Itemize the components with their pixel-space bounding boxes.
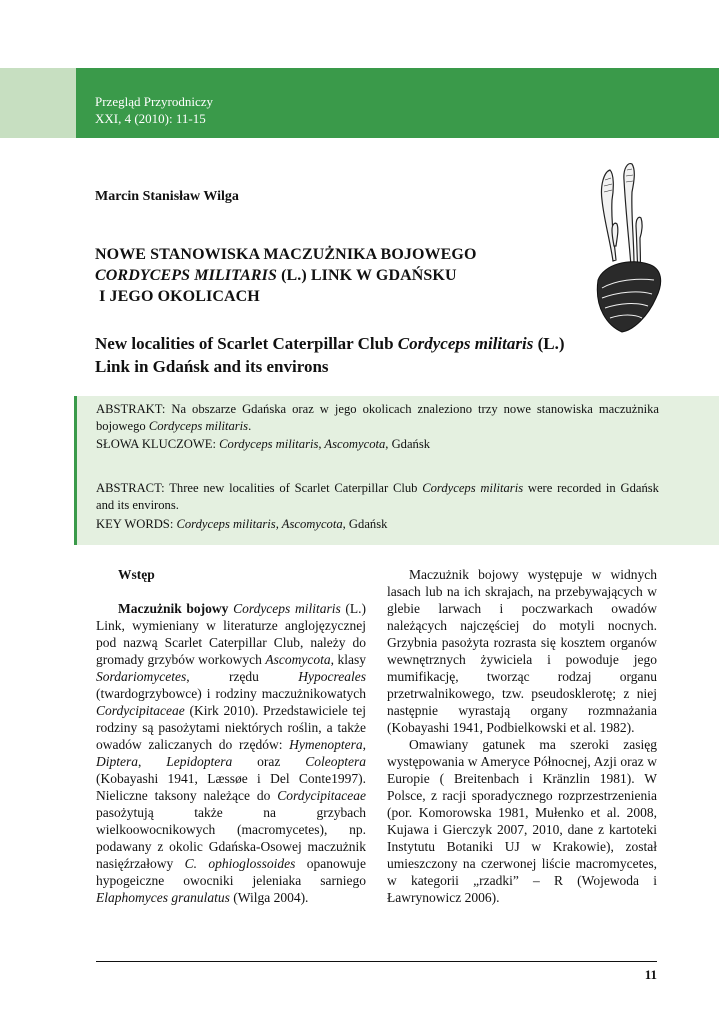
taxon-name: Hypocreales <box>298 669 366 684</box>
taxon-name: Ascomycota <box>265 652 331 667</box>
abstract-pl-species: Cordyceps militaris <box>148 419 249 433</box>
abstract-en-text-a: Three new localities of Scarlet Caterpillar Club <box>164 481 423 495</box>
header-band-tab <box>0 68 76 138</box>
abstract-en-label: ABSTRACT: <box>96 481 165 495</box>
title-en-line1 <box>95 332 565 355</box>
abstract-english <box>96 480 663 514</box>
text-run: (L.) Link, wymieniany w literaturze anglojęzycznej pod nazwą Scarlet Caterpillar Club, należy do gromady grzybów workowych <box>96 601 366 667</box>
title-pl-species: CORDYCEPS MILITARIS <box>95 267 277 284</box>
taxon-name: Lepidoptera <box>166 754 233 769</box>
text-run: (Wilga 2004). <box>229 890 309 905</box>
journal-issue: XXI, 4 (2010): 11-15 <box>95 111 206 126</box>
text-run: pasożytują także na grzybach wielkoowocnikowych (macromycetes), np. podawany z okolic Gdańska-Osowej maczużnik nasięźrzałowy <box>96 805 366 871</box>
title-pl-line3: I JEGO OKOLICACH <box>95 288 260 305</box>
title-en-line1-b: (L.) <box>533 334 565 353</box>
abstract-pl-label: ABSTRAKT: <box>96 402 166 416</box>
abstract-en-species: Cordyceps militaris <box>422 481 524 495</box>
text-run: (twardogrzybowce) i rodziny maczużnikowatych <box>96 686 366 701</box>
text-run: (Kobayashi 1941, Læssøe i Del Conte1997). Nieliczne taksony należące do <box>96 771 366 803</box>
title-en-line1-a: New localities of Scarlet Caterpillar Club <box>95 334 398 353</box>
abstract-en-text-b: were recorded in Gdańsk and its environs. <box>96 481 663 512</box>
text-run: (Kirk 2010). Przedstawiciele tej rodziny są pasożytami niektórych roślin, a także owadów zaliczanych do rzędów: <box>96 703 366 752</box>
biology-paragraph: Maczużnik bojowy występuje w widnych lasach lub na ich skrajach, na przebywających w glebie larwach i poczwarkach owadów należących najczęściej do motyli nocnych. Grzybnia pasożyta rozrasta się kosztem organów wewnętrznych żywiciela i powoduje jego mumifikację, tworząc rodzaj organu przetrwalnikowego, tzw. pseudosklerotę; z niej następnie wyrastają organy rozmnażania (Kobayashi 1941, Podbielkowski et al. 1982). <box>387 567 657 735</box>
text-run: , rzędu <box>186 669 299 684</box>
abstract-pl-text-b: . <box>248 419 252 433</box>
title-en-species: Cordyceps militaris <box>397 334 534 353</box>
intro-paragraph <box>96 600 366 906</box>
title-pl-line2-rest: (L.) LINK W GDAŃSKU <box>276 267 457 284</box>
body-column-right <box>387 566 657 906</box>
taxon-name: Cordycipitaceae <box>96 703 185 718</box>
taxon-name: Diptera <box>96 754 138 769</box>
taxon-name: Cordycipitaceae <box>277 788 366 803</box>
text-run: oraz <box>232 754 306 769</box>
author-name: Marcin Stanisław Wilga <box>95 189 239 204</box>
keywords-en-label: KEY WORDS: <box>96 517 174 531</box>
distribution-paragraph: Omawiany gatunek ma szeroki zasięg występowania w Ameryce Północnej, Azji oraz w Europie ( Breitenbach i Kränzlin 1981). W Polsce, z racji sporadycznego rozprzestrzenienia (por. Komorowska 1981, Mułenko et al. 2008, Kujawa i Gierczyk 2007, 2010, dane z kartoteki Instytutu Botaniki UJ w Krakowie), został umieszczony na czerwonej liście macromycetes, w kategorii „rzadki” – R (Wojewoda i Ławrynowicz 2006). <box>387 737 657 905</box>
text-run: , klasy <box>330 652 366 667</box>
species-common-name: Maczużnik bojowy <box>118 601 229 616</box>
keywords-pl-label: SŁOWA KLUCZOWE: <box>96 437 216 451</box>
keywords-pl-rest: , Gdańsk <box>385 437 431 451</box>
abstract-polish <box>96 401 663 435</box>
taxon-name: Hymenoptera <box>289 737 363 752</box>
title-en-line2: Link in Gdańsk and its environs <box>95 357 329 376</box>
keywords-english <box>96 516 659 533</box>
footer-rule <box>96 961 657 962</box>
page-number: 11 <box>644 967 657 982</box>
title-english <box>95 332 565 378</box>
taxon-name: Coleoptera <box>305 754 367 769</box>
keywords-pl-italic: Cordyceps militaris, Ascomycota <box>215 437 386 451</box>
species-name: Elaphomyces granulatus <box>96 890 230 905</box>
title-pl-line2 <box>95 265 476 286</box>
abstract-rule <box>74 396 77 545</box>
cordyceps-illustration <box>590 160 666 336</box>
abstract-pl-text-a: Na obszarze Gdańska oraz w jego okolicach znaleziono trzy nowe stanowiska maczużnika bojowego <box>96 402 663 433</box>
text-run: , <box>138 754 167 769</box>
title-polish <box>95 244 476 307</box>
keywords-en-italic: Cordyceps militaris, Ascomycota <box>173 517 343 531</box>
keywords-en-rest: , Gdańsk <box>342 517 388 531</box>
species-name: C. ophioglossoides <box>184 856 296 871</box>
title-pl-line1: NOWE STANOWISKA MACZUŻNIKA BOJOWEGO <box>95 246 477 263</box>
species-name: Cordyceps militaris <box>233 601 341 616</box>
text-run: , <box>362 737 366 752</box>
taxon-name: Sordariomycetes <box>96 669 187 684</box>
journal-name: Przegląd Przyrodniczy <box>95 94 214 109</box>
section-heading: Wstęp <box>118 567 155 582</box>
body-column-left <box>96 566 366 906</box>
keywords-polish <box>96 436 659 453</box>
text-run: opanowuje hypogeiczne owocniki jeleniaka sarniego <box>96 856 367 888</box>
